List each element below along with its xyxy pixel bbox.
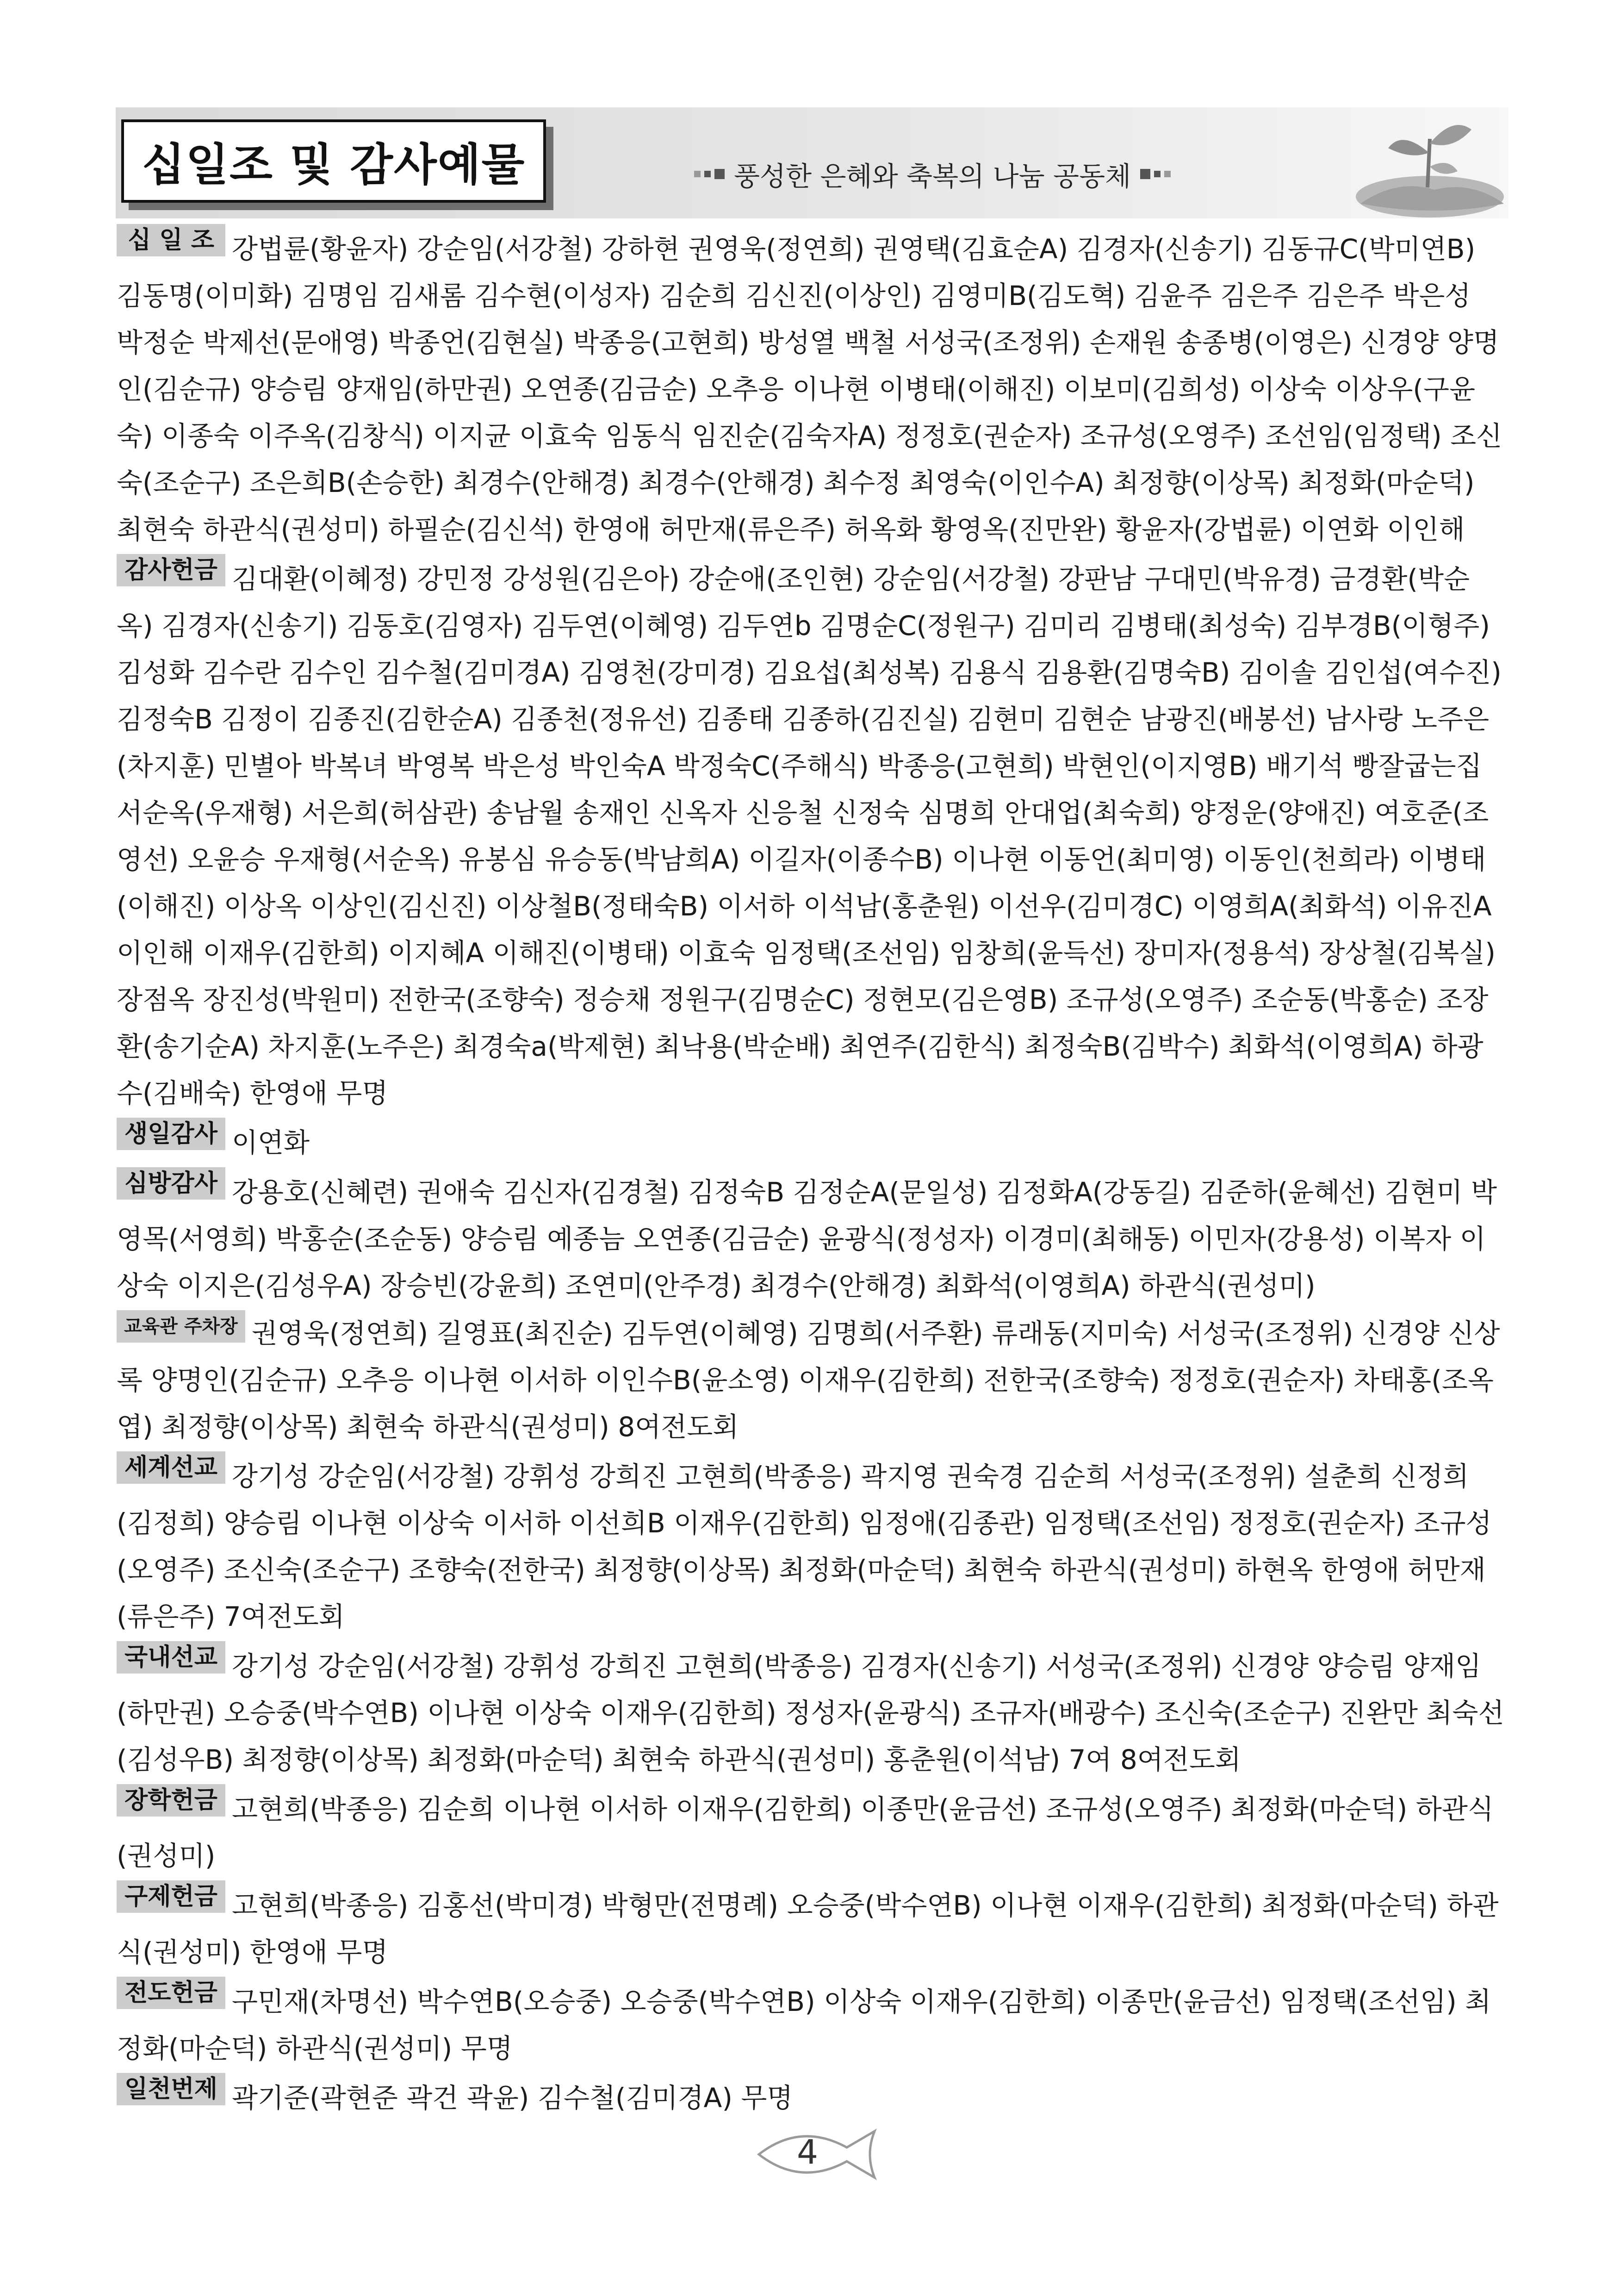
section-scholarship — [117, 1784, 1505, 1879]
section-thanksgiving — [117, 554, 1505, 1117]
square-bullets-left-icon — [694, 169, 725, 179]
plant-in-hands-illustration — [1333, 97, 1508, 222]
section-birthday — [117, 1118, 1505, 1166]
section-names: 곽기준(곽현준 곽건 곽윤) 김수철(김미경A) 무명 — [232, 2082, 793, 2114]
section-names: 고현희(박종응) 김홍선(박미경) 박형만(전명례) 오승중(박수연B) 이나현 이재우(김한희) 최정화(마순덕) 하관식(권성미) 한영애 무명 — [117, 1890, 1499, 1968]
page-title: 십일조 및 감사예물 — [142, 138, 526, 191]
section-label: 구제헌금 — [117, 1880, 225, 1913]
subtitle: 풍성한 은혜와 축복의 나눔 공동체 — [734, 161, 1131, 192]
section-names: 강기성 강순임(서강철) 강휘성 강희진 고현희(박종응) 곽지영 권숙경 김순희 서성국(조정위) 설춘희 신정희(김정희) 양승림 이나현 이상숙 이서하 이선희B 이재우(김한희) 임정애(김종관) 임정택(조선임) 정정호(권순자) 조규성(오영주) 조신숙(조순구) 조향숙(전한국) 최정향(이상목) 최정화(마순덕) 최현숙 하관식(권성미) 하현옥 한영애 허만재(류은주) 7여전도회 — [117, 1461, 1492, 1632]
section-tithe — [117, 224, 1505, 553]
section-label: 십 일 조 — [117, 224, 225, 256]
page-footer — [750, 2120, 884, 2189]
section-label: 장학헌금 — [117, 1784, 225, 1817]
section-label: 전도헌금 — [117, 1977, 225, 2009]
section-names: 강기성 강순임(서강철) 강휘성 강희진 고현희(박종응) 김경자(신송기) 서성국(조정위) 신경양 양승림 양재임(하만권) 오승중(박수연B) 이나현 이상숙 이재우(김한희) 정성자(윤광식) 조규자(배광수) 조신숙(조순구) 진완만 최숙선(김성우B) 최정향(이상목) 최정화(마순덕) 최현숙 하관식(권성미) 홍춘원(이석남) 7여 8여전도회 — [117, 1650, 1504, 1775]
subtitle-row — [694, 156, 1171, 193]
section-names: 이연화 — [232, 1127, 310, 1158]
section-label: 심방감사 — [117, 1167, 225, 1200]
section-thousand-offerings — [117, 2073, 1505, 2122]
section-evangelism — [117, 1977, 1505, 2072]
page-number: 4 — [797, 2133, 818, 2172]
section-label: 생일감사 — [117, 1118, 225, 1150]
section-names: 구민재(차명선) 박수연B(오승중) 오승중(박수연B) 이상숙 이재우(김한희) 이종만(윤금선) 임정택(조선임) 최정화(마순덕) 하관식(권성미) 무명 — [117, 1986, 1491, 2064]
section-label: 감사헌금 — [117, 554, 225, 586]
section-names: 김대환(이혜정) 강민정 강성원(김은아) 강순애(조인현) 강순임(서강철) 강판남 구대민(박유경) 금경환(박순옥) 김경자(신송기) 김동호(김영자) 김두연(이혜영) 김두연b 김명순C(정원구) 김미리 김병태(최성숙) 김부경B(이형주) 김성화 김수란 김수인 김수철(김미경A) 김영천(강미경) 김요섭(최성복) 김용식 김용환(김명숙B) 김이솔 김인섭(여수진) 김정숙B 김정이 김종진(김한순A) 김종천(정유선) 김종태 김종하(김진실) 김현미 김현순 남광진(배봉선) 남사랑 노주은(차지훈) 민별아 박복녀 박영복 박은성 박인숙A 박정숙C(주해식) 박종응(고현희) 박현인(이지영B) 배기석 빵잘굽는집 서순옥(우재형) 서은희(허삼관) 송남월 송재인 신옥자 신응철 신정숙 심명희 안대업(최숙희) 양정운(양애진) 여호준(조영선) 오윤승 우재형(서순옥) 유봉심 유승동(박남희A) 이길자(이종수B) 이나현 이동언(최미영) 이동인(천희라) 이병태(이해진) 이상옥 이상인(김신진) 이상철B(정태숙B) 이서하 이석남(홍춘원) 이선우(김미경C) 이영희A(최화석) 이유진A 이인해 이재우(김한희) 이지혜A 이해진(이병태) 이효숙 임정택(조선임) 임창희(윤득선) 장미자(정용석) 장상철(김복실) 장점옥 장진성(박원미) 전한국(조향숙) 정승채 정원구(김명순C) 정현모(김은영B) 조규성(오영주) 조순동(박홍순) 조장환(송기순A) 차지훈(노주은) 최경숙a(박제현) 최낙용(박순배) 최연주(김한식) 최정숙B(김박수) 최화석(이영희A) 하광수(김배숙) 한영애 무명 — [117, 563, 1502, 1109]
section-title-box — [121, 119, 546, 203]
section-names: 강법륜(황윤자) 강순임(서강철) 강하현 권영욱(정연희) 권영택(김효순A) 김경자(신송기) 김동규C(박미연B) 김동명(이미화) 김명임 김새롬 김수현(이성자) 김순희 김신진(이상인) 김영미B(김도혁) 김윤주 김은주 김은주 박은성 박정순 박제선(문애영) 박종언(김현실) 박종응(고현희) 방성열 백철 서성국(조정위) 손재원 송종병(이영은) 신경양 양명인(김순규) 양승림 양재임(하만권) 오연종(김금순) 오추응 이나현 이병태(이해진) 이보미(김희성) 이상숙 이상우(구윤숙) 이종숙 이주옥(김창식) 이지균 이효숙 임동식 임진순(김숙자A) 정정호(권순자) 조규성(오영주) 조선임(임정택) 조신숙(조순구) 조은희B(손승한) 최경수(안해경) 최경수(안해경) 최수정 최영숙(이인수A) 최정향(이상목) 최정화(마순덕) 최현숙 하관식(권성미) 하필순(김신석) 한영애 허만재(류은주) 허옥화 황영옥(진만완) 황윤자(강법륜) 이연화 이인해 — [117, 233, 1502, 545]
offering-list — [117, 224, 1505, 2122]
section-education-parking — [117, 1310, 1505, 1450]
square-bullets-right-icon — [1140, 169, 1171, 179]
section-names: 고현희(박종응) 김순희 이나현 이서하 이재우(김한희) 이종만(윤금선) 조규성(오영주) 최정화(마순덕) 하관식(권성미) — [117, 1793, 1494, 1872]
section-relief — [117, 1880, 1505, 1976]
section-domestic-mission — [117, 1641, 1505, 1783]
section-label: 교육관 주차장 — [117, 1310, 245, 1343]
section-visitation — [117, 1167, 1505, 1309]
section-label: 국내선교 — [117, 1641, 225, 1674]
section-label: 세계선교 — [117, 1451, 225, 1484]
section-label: 일천번제 — [117, 2073, 225, 2105]
section-world-mission — [117, 1451, 1505, 1640]
section-names: 권영욱(정연희) 길영표(최진순) 김두연(이혜영) 김명희(서주환) 류래동(지미숙) 서성국(조정위) 신경양 신상록 양명인(김순규) 오추응 이나현 이서하 이인수B(윤소영) 이재우(김한희) 전한국(조향숙) 정정호(권순자) 차태홍(조옥엽) 최정향(이상목) 최현숙 하관식(권성미) 8여전도회 — [117, 1318, 1500, 1443]
section-names: 강용호(신혜련) 권애숙 김신자(김경철) 김정숙B 김정순A(문일성) 김정화A(강동길) 김준하(윤혜선) 김현미 박영목(서영희) 박홍순(조순동) 양승림 예종늠 오연종(김금순) 윤광식(정성자) 이경미(최해동) 이민자(강용성) 이복자 이상숙 이지은(김성우A) 장승빈(강윤희) 조연미(안주경) 최경수(안해경) 최화석(이영희A) 하관식(권성미) — [117, 1176, 1497, 1301]
